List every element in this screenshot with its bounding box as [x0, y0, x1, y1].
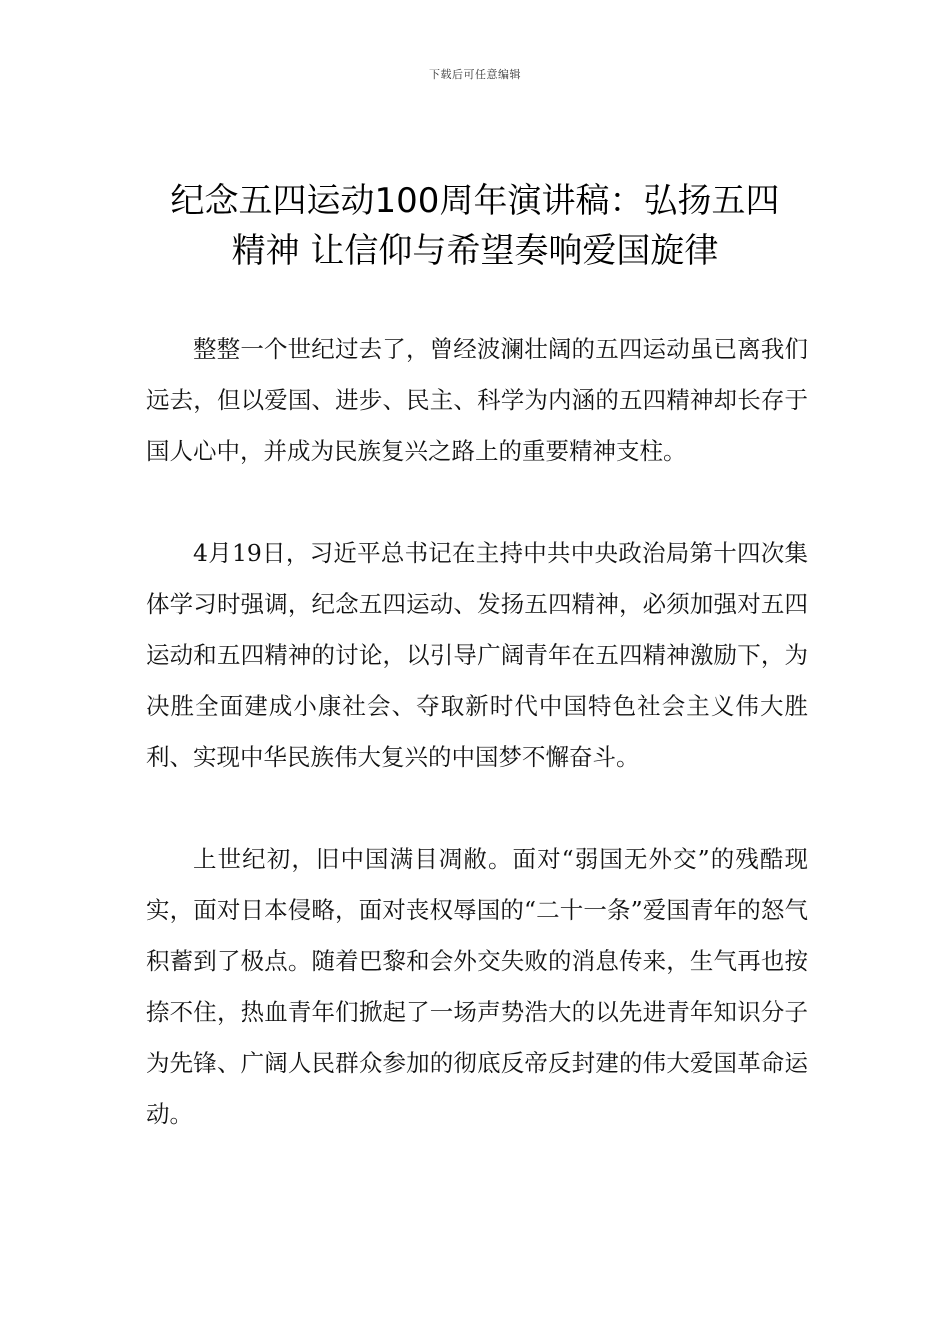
document-title [130, 176, 820, 276]
document-body [146, 324, 808, 1191]
paragraph-3: 上世纪初，旧中国满目凋敝。面对“弱国无外交”的残酷现实，面对日本侵略，面对丧权辱国的“二十一条”爱国青年的怒气积蓄到了极点。随着巴黎和会外交失败的消息传来，生气再也按捺不住，热血青年们掀起了一场声势浩大的以先进青年知识分子为先锋、广阔人民群众参加的彻底反帝反封建的伟大爱国革命运动。 [146, 845, 808, 1128]
header-note: 下载后可任意编辑 [429, 68, 521, 81]
paragraph-1: 整整一个世纪过去了，曾经波澜壮阔的五四运动虽已离我们远去，但以爱国、进步、民主、科学为内涵的五四精神却长存于国人心中，并成为民族复兴之路上的重要精神支柱。 [146, 335, 808, 465]
title-line-2: 精神 让信仰与希望奏响爱国旋律 [231, 231, 719, 271]
title-line-1: 纪念五四运动100周年演讲稿：弘扬五四 [170, 181, 780, 221]
paragraph-2: 4月19日，习近平总书记在主持中共中央政治局第十四次集体学习时强调，纪念五四运动、发扬五四精神，必须加强对五四运动和五四精神的讨论，以引导广阔青年在五四精神激励下，为决胜全面建成小康社会、夺取新时代中国特色社会主义伟大胜利、实现中华民族伟大复兴的中国梦不懈奋斗。 [146, 539, 808, 771]
